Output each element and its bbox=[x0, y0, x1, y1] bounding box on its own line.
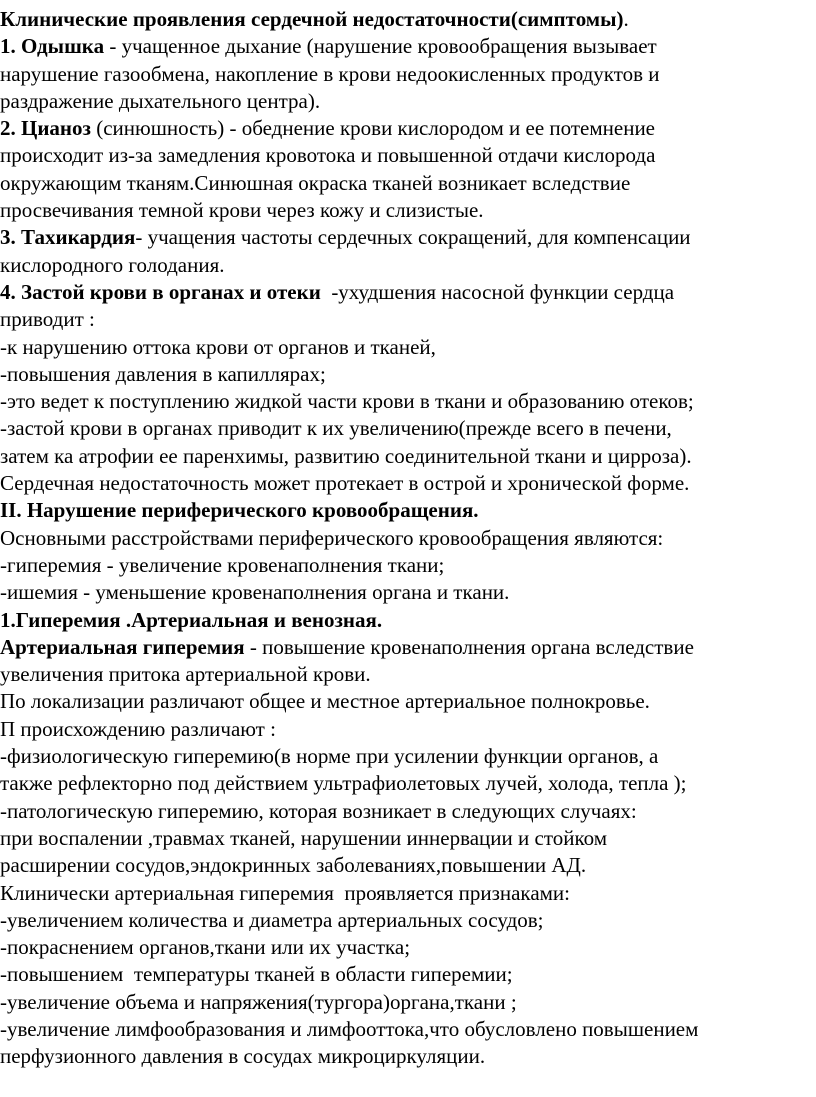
text-line bbox=[0, 61, 816, 88]
text-line bbox=[0, 197, 816, 224]
text-line bbox=[0, 907, 816, 934]
bold-run: 1.Гиперемия .Артериальная и венозная. bbox=[0, 607, 383, 632]
text-run: приводит : bbox=[0, 307, 95, 332]
text-line bbox=[0, 634, 816, 661]
text-run: расширении сосудов,эндокринных заболеваниях,повышении АД. bbox=[0, 853, 587, 878]
text-run: затем ка атрофии ее паренхимы, развитию соединительной ткани и цирроза). bbox=[0, 443, 692, 468]
text-line bbox=[0, 443, 816, 470]
text-line bbox=[0, 33, 816, 60]
text-line bbox=[0, 989, 816, 1016]
text-line bbox=[0, 388, 816, 415]
text-run: - учащенное дыхание (нарушение кровообращения вызывает bbox=[104, 34, 657, 59]
bold-run: Артериальная гиперемия bbox=[0, 634, 245, 659]
text-run: -ишемия - уменьшение кровенаполнения органа и ткани. bbox=[0, 580, 510, 605]
text-line bbox=[0, 142, 816, 169]
text-run: - учащения частоты сердечных сокращений, для компенсации bbox=[135, 225, 691, 250]
text-line bbox=[0, 934, 816, 961]
text-run: -увеличение объема и напряжения(тургора)органа,ткани ; bbox=[0, 989, 517, 1014]
text-line bbox=[0, 770, 816, 797]
text-run: Основными расстройствами периферического кровообращения являются: bbox=[0, 525, 664, 550]
text-run: также рефлекторно под действием ультрафиолетовых лучей, холода, тепла ); bbox=[0, 771, 687, 796]
bold-run: 3. Тахикардия bbox=[0, 225, 136, 250]
text-run: -ухудшения насосной функции сердца bbox=[320, 279, 675, 304]
bold-run: 2. Цианоз bbox=[0, 116, 91, 141]
text-run: -застой крови в органах приводит к их увеличению(прежде всего в печени, bbox=[0, 416, 672, 441]
text-line bbox=[0, 115, 816, 142]
text-run: -гиперемия - увеличение кровенаполнения ткани; bbox=[0, 552, 445, 577]
text-run: -покраснением органов,ткани или их участка; bbox=[0, 935, 411, 960]
text-line bbox=[0, 361, 816, 388]
text-line bbox=[0, 415, 816, 442]
text-line bbox=[0, 552, 816, 579]
text-run: По локализации различают общее и местное артериальное полнокровье. bbox=[0, 689, 650, 714]
text-line bbox=[0, 252, 816, 279]
text-run: при воспалении ,травмах тканей, нарушении иннервации и стойком bbox=[0, 825, 607, 850]
bold-run: 4. Застой крови в органах и отеки bbox=[0, 279, 321, 304]
text-line bbox=[0, 880, 816, 907]
text-line bbox=[0, 170, 816, 197]
text-line bbox=[0, 88, 816, 115]
text-run: нарушение газообмена, накопление в крови недоокисленных продуктов и bbox=[0, 61, 660, 86]
text-line bbox=[0, 279, 816, 306]
text-run: (синюшность) - обеднение крови кислородом и ее потемнение bbox=[90, 116, 656, 141]
text-run: - повышение кровенаполнения органа вследствие bbox=[244, 634, 694, 659]
text-run: Клинически артериальная гиперемия проявляется признаками: bbox=[0, 880, 571, 905]
text-run: увеличения притока артериальной крови. bbox=[0, 662, 371, 687]
text-run: раздражение дыхательного центра). bbox=[0, 88, 321, 113]
text-line bbox=[0, 497, 816, 524]
text-line bbox=[0, 224, 816, 251]
text-run: -это ведет к поступлению жидкой части крови в ткани и образованию отеков; bbox=[0, 389, 694, 414]
text-line bbox=[0, 961, 816, 988]
text-line bbox=[0, 334, 816, 361]
text-line bbox=[0, 825, 816, 852]
text-line bbox=[0, 688, 816, 715]
text-run: -патологическую гиперемию, которая возникает в следующих случаях: bbox=[0, 798, 637, 823]
text-run: . bbox=[623, 7, 629, 31]
text-run: окружающим тканям.Синюшная окраска тканей возникает вследствие bbox=[0, 170, 631, 195]
text-run: Сердечная недостаточность может протекает в острой и хронической форме. bbox=[0, 471, 690, 496]
text-run: -физиологическую гиперемию(в норме при усилении функции органов, а bbox=[0, 744, 659, 769]
bold-run: 1. Одышка bbox=[0, 34, 105, 59]
text-run: -повышением температуры тканей в области гиперемии; bbox=[0, 962, 513, 987]
text-line bbox=[0, 1016, 816, 1043]
text-run: просвечивания темной крови через кожу и слизистые. bbox=[0, 198, 484, 223]
text-run: происходит из-за замедления кровотока и повышенной отдачи кислорода bbox=[0, 143, 656, 168]
text-line bbox=[0, 470, 816, 497]
text-run: -повышения давления в капиллярах; bbox=[0, 361, 326, 386]
text-run: перфузионного давления в сосудах микроциркуляции. bbox=[0, 1044, 486, 1069]
text-line bbox=[0, 6, 816, 33]
text-line bbox=[0, 798, 816, 825]
text-run: П происхождению различают : bbox=[0, 716, 276, 741]
text-line bbox=[0, 306, 816, 333]
text-line bbox=[0, 525, 816, 552]
text-run: -увеличение лимфообразования и лимфооттока,что обусловлено повышением bbox=[0, 1016, 699, 1041]
text-line bbox=[0, 607, 816, 634]
text-line bbox=[0, 1043, 816, 1070]
text-run: кислородного голодания. bbox=[0, 252, 225, 277]
text-line bbox=[0, 661, 816, 688]
text-run: -увеличением количества и диаметра артериальных сосудов; bbox=[0, 907, 544, 932]
text-run: -к нарушению оттока крови от органов и тканей, bbox=[0, 334, 436, 359]
text-line bbox=[0, 743, 816, 770]
text-line bbox=[0, 716, 816, 743]
text-line bbox=[0, 579, 816, 606]
text-line bbox=[0, 852, 816, 879]
bold-run: Клинические проявления сердечной недостаточности(симптомы) bbox=[0, 7, 624, 31]
bold-run: II. Нарушение периферического кровообращения. bbox=[0, 498, 479, 523]
